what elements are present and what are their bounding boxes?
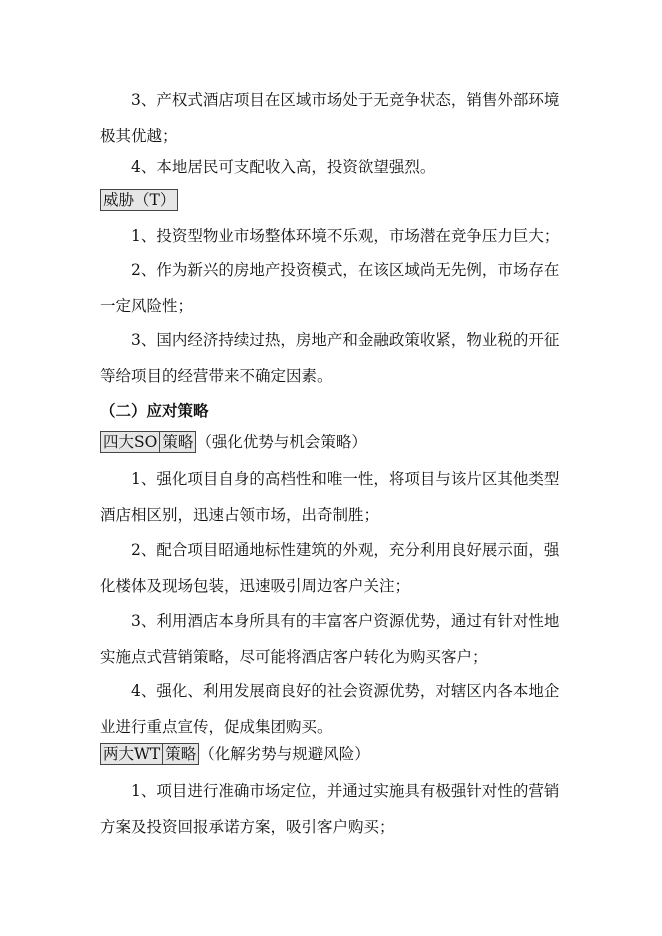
paragraph-so-2: [100, 532, 560, 604]
text-line: 1、项目进行准确市场定位，并通过实施具有极强针对性的营销: [131, 782, 560, 800]
text-line: 等给项目的经营带来不确定因素。: [100, 367, 333, 385]
wt-strategy-label-row: [100, 742, 560, 766]
text-line: 1、投资型物业市场整体环境不乐观，市场潜在竞争压力巨大；: [131, 227, 560, 245]
paragraph-so-3: [100, 603, 560, 675]
section-heading-text: （二）应对策略: [100, 401, 209, 420]
section-heading: [100, 393, 560, 429]
text-line: 方案及投资回报承诺方案，吸引客户购买；: [100, 818, 395, 836]
paragraph-threat-2: [100, 252, 560, 324]
paragraph-so-1: [100, 461, 560, 533]
threat-label-row: [100, 188, 560, 212]
text-line: 化楼体及现场包装，迅速吸引周边客户关注；: [100, 577, 411, 595]
paragraph-so-4: [100, 673, 560, 745]
paragraph-advantage-4: [100, 149, 560, 185]
paragraph-wt-1: [100, 773, 560, 845]
text-line: 实施点式营销策略，尽可能将酒店客户转化为购买客户；: [100, 648, 488, 666]
text-line: 2、作为新兴的房地产投资模式，在该区域尚无先例，市场存在: [131, 261, 560, 279]
wt-strategy-note: （化解劣势与规避风险）: [199, 745, 370, 763]
text-line: 4、强化、利用发展商良好的社会资源优势，对辖区内各本地企: [131, 682, 560, 700]
threat-label: 威胁（T）: [100, 189, 178, 211]
text-line: 一定风险性；: [100, 297, 194, 315]
text-line: 4、本地居民可支配收入高，投资欲望强烈。: [131, 158, 436, 176]
text-line: 2、配合项目昭通地标性建筑的外观，充分利用良好展示面，强: [131, 541, 560, 559]
text-line: 1、强化项目自身的高档性和唯一性，将项目与该片区其他类型: [131, 470, 560, 488]
paragraph-advantage-3: [100, 82, 560, 154]
text-line: 3、产权式酒店项目在区域市场处于无竞争状态，销售外部环境: [131, 91, 560, 109]
so-strategy-note: （强化优势与机会策略）: [196, 433, 367, 451]
paragraph-threat-3: [100, 322, 560, 394]
so-strategy-label-row: [100, 430, 560, 454]
text-line: 酒店相区别，迅速占领市场，出奇制胜；: [100, 506, 380, 524]
text-line: 3、国内经济持续过热，房地产和金融政策收紧，物业税的开征: [131, 331, 560, 349]
text-line: 极其优越；: [100, 127, 178, 145]
wt-strategy-label-suffix: 策略: [162, 743, 199, 765]
so-strategy-label: 四大SO: [100, 431, 160, 453]
text-line: 业进行重点宣传，促成集团购买。: [100, 718, 333, 736]
text-line: 3、利用酒店本身所具有的丰富客户资源优势，通过有针对性地: [131, 612, 560, 630]
wt-strategy-label: 两大WT: [100, 743, 163, 765]
paragraph-threat-1: [100, 218, 560, 254]
so-strategy-label-suffix: 策略: [159, 431, 196, 453]
